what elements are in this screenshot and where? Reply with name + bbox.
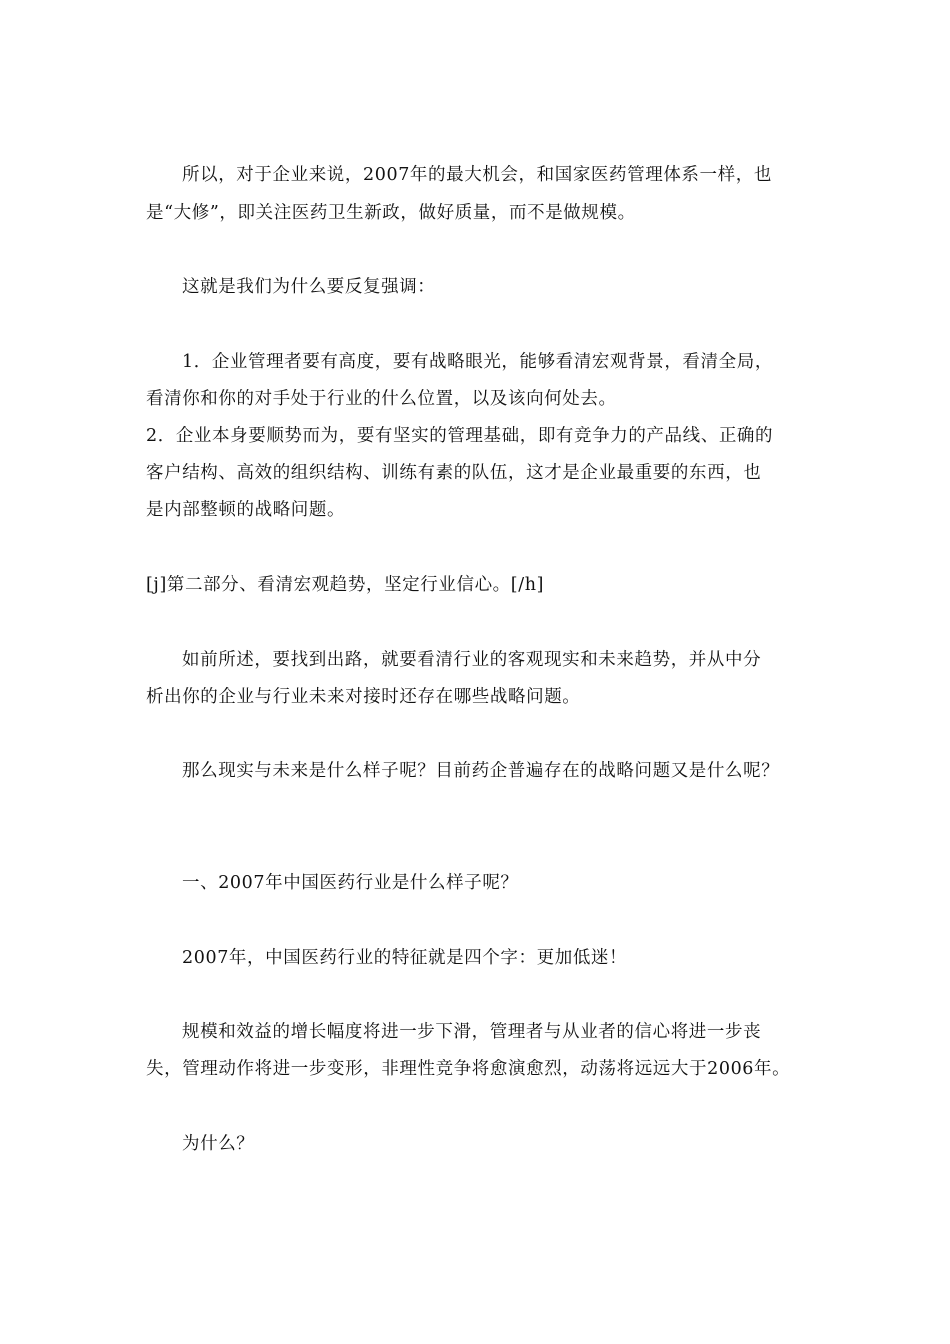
list-item-line: 1．企业管理者要有高度，要有战略眼光，能够看清宏观背景，看清全局， [182, 352, 773, 372]
paragraph-line: 这就是我们为什么要反复强调： [182, 277, 436, 297]
paragraph-line: 那么现实与未来是什么样子呢？目前药企普遍存在的战略问题又是什么呢？ [182, 761, 780, 781]
list-item-line: 客户结构、高效的组织结构、训练有素的队伍，这才是企业最重要的东西，也 [146, 463, 762, 483]
section-heading: [j]第二部分、看清宏观趋势，坚定行业信心。[/h] [146, 575, 545, 595]
paragraph-line: 规模和效益的增长幅度将进一步下滑，管理者与从业者的信心将进一步丧 [182, 1022, 762, 1042]
paragraph-line: 失，管理动作将进一步变形，非理性竞争将愈演愈烈，动荡将远远大于2006年。 [146, 1059, 791, 1079]
paragraph-line: 如前所述，要找到出路，就要看清行业的客观现实和未来趋势，并从中分 [182, 650, 762, 670]
list-item-line: 是内部整顿的战略问题。 [146, 500, 346, 520]
list-item-line: 2．企业本身要顺势而为，要有坚实的管理基础，即有竞争力的产品线、正确的 [146, 426, 774, 446]
subsection-heading: 一、2007年中国医药行业是什么样子呢？ [182, 873, 519, 893]
paragraph-line: 为什么？ [182, 1134, 255, 1154]
paragraph-line: 析出你的企业与行业未来对接时还存在哪些战略问题。 [146, 687, 581, 707]
list-item-line: 看清你和你的对手处于行业的什么位置，以及该向何处去。 [146, 389, 617, 409]
paragraph-line: 是“大修”，即关注医药卫生新政，做好质量，而不是做规模。 [146, 203, 636, 223]
paragraph-line: 所以，对于企业来说，2007年的最大机会，和国家医药管理体系一样，也 [182, 165, 772, 185]
paragraph-line: 2007年，中国医药行业的特征就是四个字：更加低迷！ [182, 948, 628, 968]
